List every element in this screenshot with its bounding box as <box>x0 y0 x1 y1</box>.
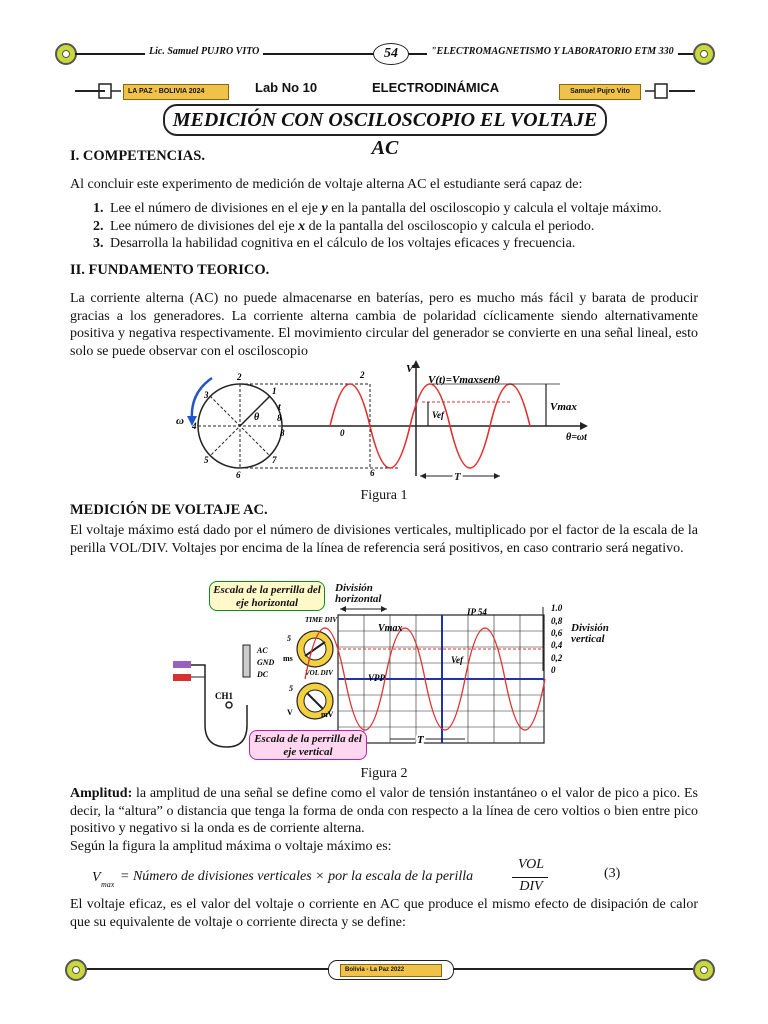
svg-text:Vmax: Vmax <box>550 401 577 413</box>
svg-text:Vef: Vef <box>432 410 444 420</box>
svg-text:2: 2 <box>360 370 365 380</box>
svg-text:VOL DIV: VOL DIV <box>305 669 333 677</box>
svg-text:0: 0 <box>551 665 556 675</box>
competencias-list <box>93 200 703 253</box>
connector-right-icon <box>645 82 669 100</box>
header-course: "ELECTROMAGNETISMO Y LABORATORIO ETM 330 <box>427 46 678 57</box>
list-item: 1. Lee el número de divisiones en el eje y en la pantalla del osciloscopio y calcula el voltaje máximo. <box>93 201 662 216</box>
probe-red <box>173 674 191 681</box>
author-tag: Samuel Pujro Vito <box>559 84 641 100</box>
svg-text:θ=ωt: θ=ωt <box>566 432 587 443</box>
lab-bar-line-right <box>669 90 695 92</box>
svg-text:8: 8 <box>277 413 282 423</box>
figure1-diagram <box>170 358 610 488</box>
figure1-caption: Figura 1 <box>360 488 408 503</box>
svg-text:mV: mV <box>321 710 334 719</box>
svg-text:8: 8 <box>280 428 285 438</box>
section-heading-fundamento: II. FUNDAMENTO TEORICO. <box>70 262 270 278</box>
list-item: 2. Lee número de divisiones del eje x de la pantalla del osciloscopio y calcula el periodo. <box>93 218 595 234</box>
horizontal-division-label: División horizontal <box>335 582 382 605</box>
h-scale-label: Escala de la perrilla del eje horizontal <box>209 581 325 611</box>
equation-vmax: V max = Número de divisiones verticales × por la escala de la perilla VOL DIV (3) <box>92 857 621 894</box>
svg-text:ms: ms <box>283 654 293 663</box>
list-item: 3. Desarrolla la habilidad cognitiva en el cálculo de los voltajes eficaces y frecuencia. <box>93 236 576 251</box>
svg-text:2: 2 <box>237 372 242 382</box>
svg-text:T: T <box>454 471 461 483</box>
location-tag: LA PAZ - BOLIVIA 2024 <box>123 84 229 100</box>
svg-text:0,2: 0,2 <box>551 653 563 663</box>
vef-paragraph: El voltaje eficaz, es el valor del voltaje o corriente en AC que produce el mismo efecto de disipación de calor que su equivalente de voltaje o corriente directa y se define: <box>70 897 698 930</box>
figure2-caption: Figura 2 <box>360 766 408 781</box>
section-heading-medicion: MEDICIÓN DE VOLTAJE AC. <box>70 502 268 518</box>
svg-text:7: 7 <box>272 455 277 465</box>
page-title: MEDICIÓN CON OSCILOSCOPIO EL VOLTAJE AC <box>163 104 607 136</box>
svg-text:V(t)=Vmaxsenθ: V(t)=Vmaxsenθ <box>428 374 500 386</box>
equation-ref: (3) <box>604 866 621 881</box>
svg-text:5: 5 <box>287 634 291 643</box>
svg-text:AC: AC <box>257 646 268 655</box>
svg-text:0,8: 0,8 <box>551 616 563 626</box>
svg-text:5: 5 <box>204 455 209 465</box>
svg-text:VPP: VPP <box>368 673 385 683</box>
page-number: 54 <box>373 43 409 65</box>
svg-text:t: t <box>278 402 281 413</box>
footer-left-ornament <box>65 959 87 981</box>
svg-text:6: 6 <box>236 470 241 480</box>
fraction-bar <box>512 877 548 878</box>
footer-right-ornament <box>693 959 715 981</box>
connector-left-icon <box>97 82 121 100</box>
amplitude-term: Amplitud: <box>70 786 133 801</box>
svg-text:IP 54: IP 54 <box>467 607 487 617</box>
svg-text:GND: GND <box>257 658 275 667</box>
coupling-switch <box>243 645 250 677</box>
svg-text:DC: DC <box>257 670 269 679</box>
header-author: Lic. Samuel PUJRO VITO <box>145 46 263 57</box>
header-bar <box>55 42 715 66</box>
header-left-ornament <box>55 43 77 65</box>
svg-text:0,6: 0,6 <box>551 628 563 638</box>
svg-text:6: 6 <box>370 468 375 478</box>
svg-text:V: V <box>287 708 293 717</box>
svg-text:CH1: CH1 <box>215 691 233 701</box>
svg-text:5: 5 <box>289 684 293 693</box>
amplitude-line2: Según la figura la amplitud máxima o voltaje máximo es: <box>70 839 392 854</box>
section-heading-competencias: I. COMPETENCIAS. <box>70 148 205 164</box>
footer-bar <box>65 958 715 982</box>
lab-number: Lab No 10 <box>255 80 318 95</box>
svg-text:θ: θ <box>254 412 260 423</box>
figure2-diagram <box>165 577 635 767</box>
svg-text:Vef: Vef <box>451 655 463 665</box>
svg-text:V: V <box>406 363 414 375</box>
probe-purple <box>173 661 191 668</box>
svg-text:0: 0 <box>340 428 345 438</box>
svg-text:1: 1 <box>272 386 277 396</box>
v-scale-label: Escala de la perrilla del eje vertical <box>249 730 367 760</box>
lab-bar <box>75 80 695 102</box>
amplitude-paragraph: Amplitud: la amplitud de una señal se define como el valor de tensión instantáneo o el valor de pico a pico. Es decir, la “altura” o distancia que tenga la forma de onda con respecto a la línea de cero voltios o bien entre pico positivo y negativo si la onda es de corriente alterna. <box>70 786 698 836</box>
svg-text:T: T <box>417 734 424 746</box>
footer-tag: Bolivia - La Paz 2022 <box>340 964 442 977</box>
lab-subject: ELECTRODINÁMICA <box>372 80 500 95</box>
omega-label: ω <box>176 415 184 427</box>
fundamento-paragraph: La corriente alterna (AC) no puede almacenarse en baterías, pero es mucho más fácil y barata de producir gracias a los generadores. La corriente alterna cambia de polaridad cíclicamente siendo alternativamente positiva y negativa respectivamente. El movimiento circular del generador se convierte en una señal lineal, esto solo se puede observar con el osciloscopio <box>70 291 698 359</box>
svg-text:Vmax: Vmax <box>378 623 403 634</box>
svg-text:1.0: 1.0 <box>551 603 563 613</box>
competencias-intro: Al concluir este experimento de medición de voltaje alterna AC el estudiante será capaz de: <box>70 177 583 192</box>
vertical-division-label: División vertical <box>571 622 609 645</box>
svg-text:0,4: 0,4 <box>551 640 563 650</box>
rotation-arrow-icon <box>192 378 212 420</box>
svg-text:4: 4 <box>192 421 197 431</box>
svg-text:3: 3 <box>204 390 209 400</box>
medicion-paragraph: El voltaje máximo está dado por el número de divisiones verticales, multiplicado por el factor de la escala de la perilla VOL/DIV. Voltajes por encima de la línea de referencia será positivos, en caso contrario será negativo. <box>70 523 698 556</box>
ch1-connector-icon <box>226 702 232 708</box>
header-right-ornament <box>693 43 715 65</box>
svg-text:TIME DIV: TIME DIV <box>305 616 338 624</box>
